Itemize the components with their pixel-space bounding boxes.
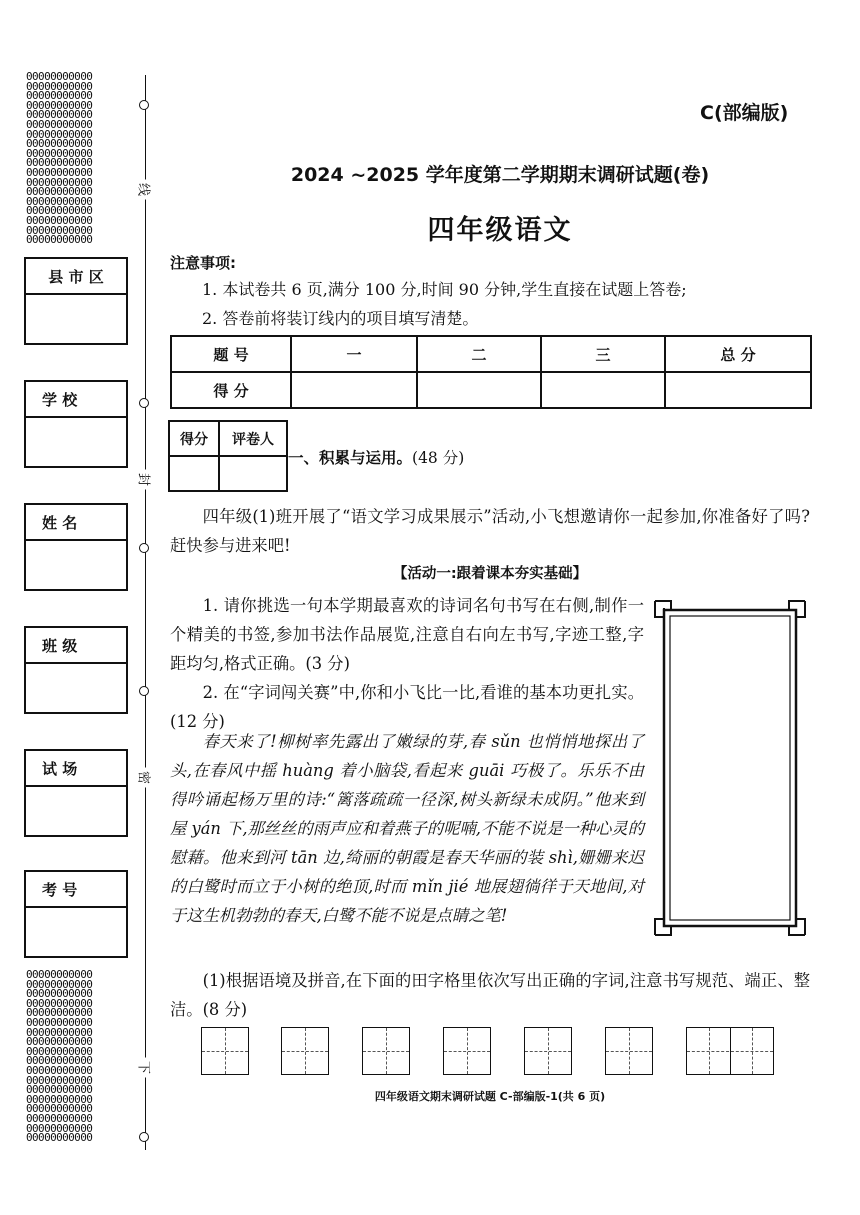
notice-item: 2. 答卷前将装订线内的项目填写清楚。 (202, 309, 479, 328)
school-field[interactable] (24, 380, 128, 468)
grader-box (168, 420, 288, 492)
story-passage: 春天来了!柳树率先露出了嫩绿的芽,春 sǔn 也悄悄地探出了头,在春风中摇 huàng 着小脑袋,看起来 guāi 巧极了。乐乐不由得吟诵起杨万里的诗:“篱落疏疏一径深,树头新绿未成阴。”他来到屋 yán 下,那丝丝的雨声应和着燕子的呢喃,不能不说是一种心灵的慰藉。他来到河 tān 边,绮丽的朝霞是春天华丽的装 shì,姗姗来迟的白鹭时而立于小树的绝顶,时而 mǐn jié 地展翅徜徉于天地间,对于这生机勃勃的春天,白鹭不能不说是点睛之笔! (170, 732, 644, 925)
exam-room-field[interactable] (24, 749, 128, 837)
grader-score-label: 得分 (169, 421, 219, 456)
table-cell: 一 (291, 336, 417, 372)
exam-number-field[interactable] (24, 870, 128, 958)
grader-score-input[interactable] (169, 456, 219, 491)
table-cell: 题 号 (171, 336, 291, 372)
binding-hole (139, 100, 149, 110)
school-label: 学 校 (26, 382, 126, 418)
tian-grid[interactable] (281, 1027, 329, 1075)
class-label: 班 级 (26, 628, 126, 664)
county-label: 县 市 区 (26, 259, 126, 295)
binding-hole (139, 686, 149, 696)
binding-char-feng: 封 (136, 470, 155, 490)
binding-char-xia: 下 (136, 1058, 155, 1078)
section-title: 一、积累与运用。 (288, 449, 413, 467)
section-heading (288, 446, 464, 468)
table-cell: 总 分 (665, 336, 811, 372)
question-1: 1. 请你挑选一句本学期最喜欢的诗词名句书写在右侧,制作一个精美的书签,参加书法作品展览,注意自右向左书写,字迹工整,字距均匀,格式正确。(3 分) (170, 596, 644, 673)
notice-title: 注意事项: (170, 254, 236, 272)
dot-border-top: 00000000000 00000000000 00000000000 00000000000 00000000000 00000000000 00000000000 00000000000 00000000000 00000000000 00000000000 00000000000 00000000000 00000000000 00000000000 00000000000 00000000000 00000000000 (26, 72, 93, 244)
question-2: 2. 在“字词闯关赛”中,你和小飞比一比,看谁的基本功更扎实。(12 分) (170, 683, 644, 731)
tian-grid[interactable] (362, 1027, 410, 1075)
dot-border-bottom: 00000000000 00000000000 00000000000 00000000000 00000000000 00000000000 00000000000 00000000000 00000000000 00000000000 00000000000 00000000000 00000000000 00000000000 00000000000 00000000000 00000000000 00000000000 (26, 970, 93, 1142)
name-label: 姓 名 (26, 505, 126, 541)
binding-char-mi: 密 (136, 768, 155, 788)
binding-hole (139, 398, 149, 408)
table-cell: 二 (417, 336, 541, 372)
table-cell: 得 分 (171, 372, 291, 408)
binding-char-xian: 线 (136, 180, 155, 200)
score-input-cell[interactable] (541, 372, 665, 408)
table-row (171, 336, 811, 372)
class-field[interactable] (24, 626, 128, 714)
binding-hole (139, 543, 149, 553)
bookmark-frame[interactable] (652, 598, 808, 938)
score-input-cell[interactable] (291, 372, 417, 408)
score-table (170, 335, 812, 409)
notice-item: 1. 本试卷共 6 页,满分 100 分,时间 90 分钟,学生直接在试题上答卷; (202, 280, 687, 299)
score-input-cell[interactable] (665, 372, 811, 408)
score-input-cell[interactable] (417, 372, 541, 408)
tian-grid[interactable] (443, 1027, 491, 1075)
binding-line (145, 75, 146, 1150)
exam-title: 2024 ~2025 学年度第二学期期末调研试题(卷) (290, 164, 710, 186)
section-points: (48 分) (412, 449, 465, 467)
tian-grid[interactable] (605, 1027, 653, 1075)
question-2-1: (1)根据语境及拼音,在下面的田字格里依次写出正确的字词,注意书写规范、端正、整洁。(8 分) (170, 971, 810, 1019)
page-footer: 四年级语文期末调研试题 C-部编版-1(共 6 页) (374, 1090, 606, 1103)
tian-grid-double[interactable] (686, 1027, 774, 1075)
subject-title: 四年级语文 (427, 215, 573, 246)
grader-name-label: 评卷人 (219, 421, 287, 456)
exam-room-label: 试 场 (26, 751, 126, 787)
intro-paragraph: 四年级(1)班开展了“语文学习成果展示”活动,小飞想邀请你一起参加,你准备好了吗?赶快参与进来吧! (170, 507, 810, 555)
table-cell: 三 (541, 336, 665, 372)
edition-label: C(部编版) (700, 102, 789, 124)
tian-grid[interactable] (524, 1027, 572, 1075)
county-field[interactable] (24, 257, 128, 345)
binding-hole (139, 1132, 149, 1142)
tian-grid[interactable] (201, 1027, 249, 1075)
name-field[interactable] (24, 503, 128, 591)
exam-number-label: 考 号 (26, 872, 126, 908)
table-row (171, 372, 811, 408)
activity-heading: 【活动一:跟着课本夯实基础】 (392, 566, 588, 582)
grader-name-input[interactable] (219, 456, 287, 491)
